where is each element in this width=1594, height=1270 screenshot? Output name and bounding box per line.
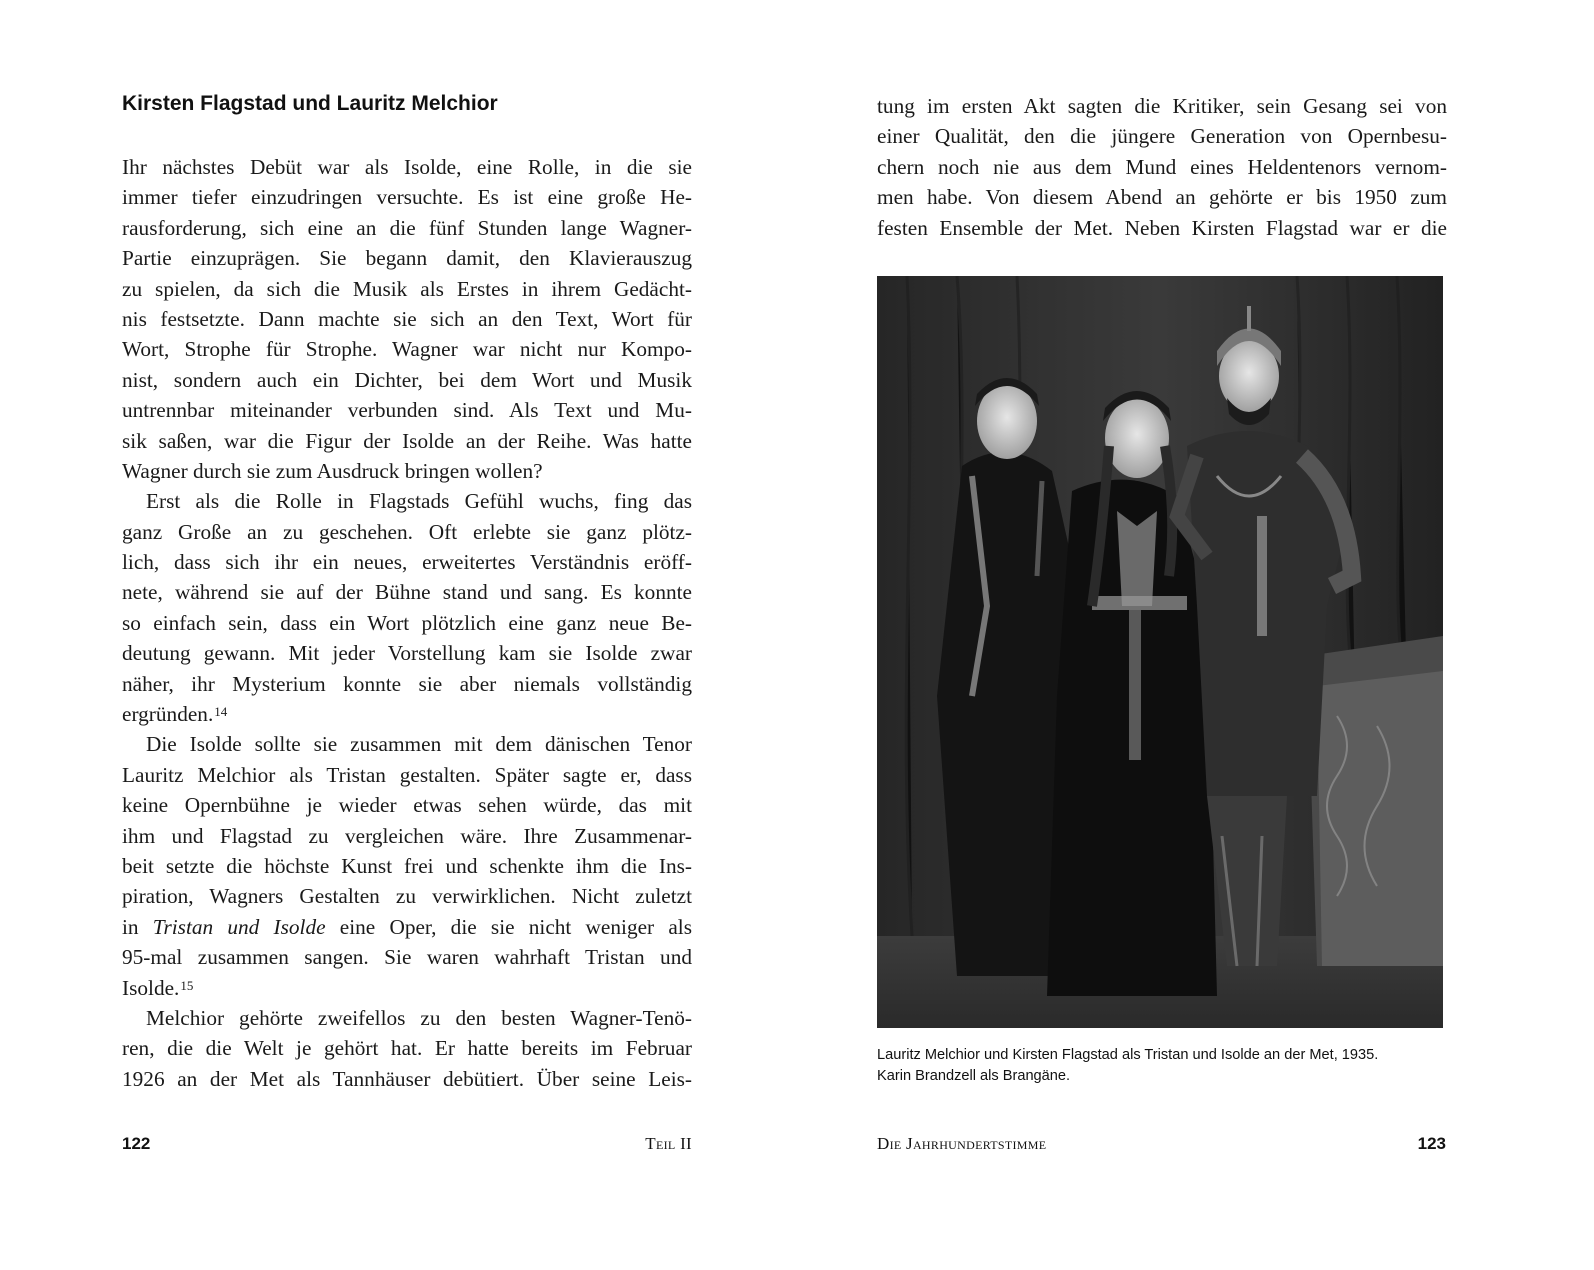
text-line: zu spielen, da sich die Musik als Erstes in ihrem Gedächt- [122, 276, 692, 301]
text-line: men habe. Von diesem Abend an gehörte er bis 1950 zum [877, 185, 1447, 210]
text-line: Wagner durch sie zum Ausdruck bringen wollen? [122, 458, 543, 483]
text-line: nete, während sie auf der Bühne stand und sang. Es konnte [122, 580, 692, 605]
text-line: tung im ersten Akt sagten die Kritiker, sein Gesang sei von [877, 94, 1447, 118]
text-line: Isolde.$^{15}$ [122, 975, 194, 1000]
footnote-reference: 14 [214, 704, 228, 720]
text-line: deutung gewann. Mit jeder Vorstellung kam sie Isolde zwar [122, 641, 692, 666]
text-line: Ihr nächstes Debüt war als Isolde, eine Rolle, in die sie [122, 155, 692, 179]
text-line: Erst als die Rolle in Flagstads Gefühl wuchs, fing das [146, 489, 692, 514]
right-page [797, 0, 1594, 1270]
text-line: ihm und Flagstad zu vergleichen wäre. Ihre Zusammenar- [122, 823, 692, 848]
text-line: rausforderung, sich eine an die fünf Stunden lange Wagner- [122, 215, 692, 240]
caption-line: Karin Brandzell als Brangäne. [877, 1068, 1071, 1084]
text-line: nis festsetzte. Dann machte sie sich an den Text, Wort für [122, 306, 692, 331]
text-line: Lauritz Melchior als Tristan gestalten. Später sagte er, dass [122, 762, 692, 787]
footnote-reference: 15 [180, 977, 194, 993]
text-line: untrennbar miteinander verbunden sind. Als Text und Mu- [122, 398, 692, 423]
text-line: 1926 an der Met als Tannhäuser debütiert. Über seine Leis- [122, 1066, 692, 1091]
text-line: Die Isolde sollte sie zusammen mit dem dänischen Tenor [146, 732, 692, 757]
historical-photograph [877, 276, 1443, 1028]
page-number-right: 123 [1417, 1134, 1446, 1153]
running-head-right: Die Jahrhundertstimme [877, 1134, 1047, 1153]
text-line: so einfach sein, dass ein Wort plötzlich eine ganz neue Be- [122, 610, 692, 635]
text-line: chern noch nie aus dem Mund eines Heldentenors vernom- [877, 154, 1447, 179]
right-body-text [877, 91, 1447, 243]
text-line: piration, Wagners Gestalten zu verwirklichen. Nicht zuletzt [122, 884, 692, 909]
text-line: sik saßen, war die Figur der Isolde an der Reihe. Was hatte [122, 428, 692, 453]
text-line: Partie einzuprägen. Sie begann damit, den Klavierauszug [122, 246, 692, 271]
running-head-left: Teil II [645, 1134, 692, 1153]
caption-line: Lauritz Melchior und Kirsten Flagstad als Tristan und Isolde an der Met, 1935. [877, 1047, 1379, 1063]
text-line: festen Ensemble der Met. Neben Kirsten Flagstad war er die [877, 215, 1447, 240]
text-line: näher, ihr Mysterium konnte sie aber niemals vollständig [122, 671, 692, 696]
section-heading: Kirsten Flagstad und Lauritz Melchior [122, 92, 498, 115]
page-number-left: 122 [122, 1134, 151, 1153]
text-line: 95-mal zusammen sangen. Sie waren wahrhaft Tristan und [122, 945, 692, 970]
photograph-illustration [877, 276, 1443, 1028]
text-line: ergründen.$^{14}$ [122, 702, 228, 727]
text-line: in Tristan und Isolde eine Oper, die sie nicht weniger als [122, 914, 693, 939]
left-body-text [122, 152, 692, 1094]
text-line: keine Opernbühne je wieder etwas sehen würde, das mit [122, 793, 692, 818]
text-line: beit setzte die höchste Kunst frei und schenkte ihm die Ins- [122, 853, 692, 878]
photo-caption [877, 1045, 1457, 1087]
text-line: ren, die die Welt je gehört hat. Er hatte bereits im Februar [122, 1036, 692, 1061]
text-line: Wort, Strophe für Strophe. Wagner war nicht nur Kompo- [122, 337, 692, 362]
text-line: einer Qualität, den die jüngere Generation von Opernbesu- [877, 124, 1447, 149]
text-line: ganz Große an zu geschehen. Oft erlebte sie ganz plötz- [122, 519, 692, 544]
italic-title: Tristan und Isolde [152, 914, 326, 939]
text-line: lich, dass sich ihr ein neues, erweitertes Verständnis eröff- [122, 550, 692, 575]
text-line: immer tiefer einzudringen versuchte. Es ist eine große He- [122, 185, 692, 210]
text-line: Melchior gehörte zweifellos zu den besten Wagner-Tenö- [146, 1005, 692, 1030]
text-line: nist, sondern auch ein Dichter, bei dem Wort und Musik [122, 367, 692, 392]
